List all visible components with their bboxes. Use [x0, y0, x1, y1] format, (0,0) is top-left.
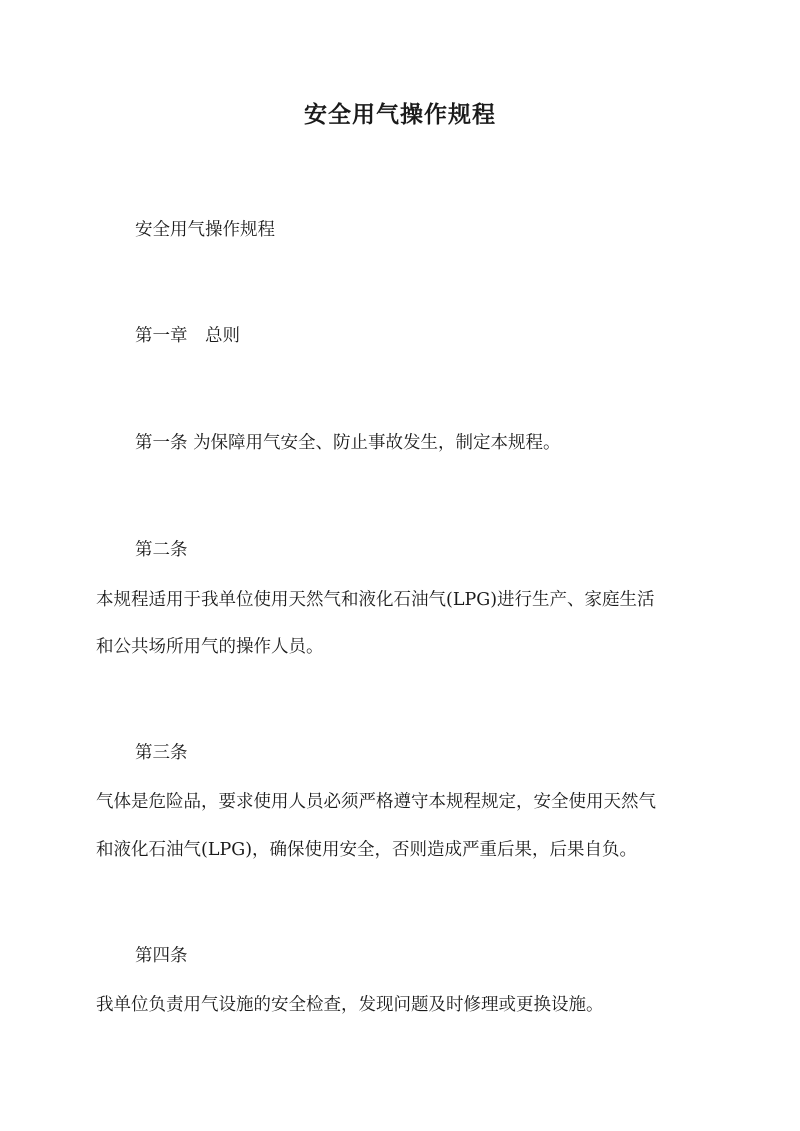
article-2-body-line-1: 本规程适用于我单位使用天然气和液化石油气(LPG)进行生产、家庭生活 [96, 590, 655, 610]
chapter-heading: 第一章 总则 [135, 326, 240, 346]
document-title: 安全用气操作规程 [304, 101, 496, 128]
article-3-body-line-2: 和液化石油气(LPG)，确保使用安全，否则造成严重后果，后果自负。 [96, 840, 638, 860]
article-2-heading: 第二条 [135, 540, 188, 560]
document-subtitle: 安全用气操作规程 [135, 220, 275, 240]
article-1: 第一条 为保障用气安全、防止事故发生，制定本规程。 [135, 433, 561, 453]
article-3-heading: 第三条 [135, 743, 188, 763]
article-4-body-line-1: 我单位负责用气设施的安全检查，发现问题及时修理或更换设施。 [96, 995, 604, 1015]
article-4-heading: 第四条 [135, 946, 188, 966]
article-2-body-line-2: 和公共场所用气的操作人员。 [96, 637, 324, 657]
article-3-body-line-1: 气体是危险品，要求使用人员必须严格遵守本规程规定，安全使用天然气 [96, 792, 656, 812]
